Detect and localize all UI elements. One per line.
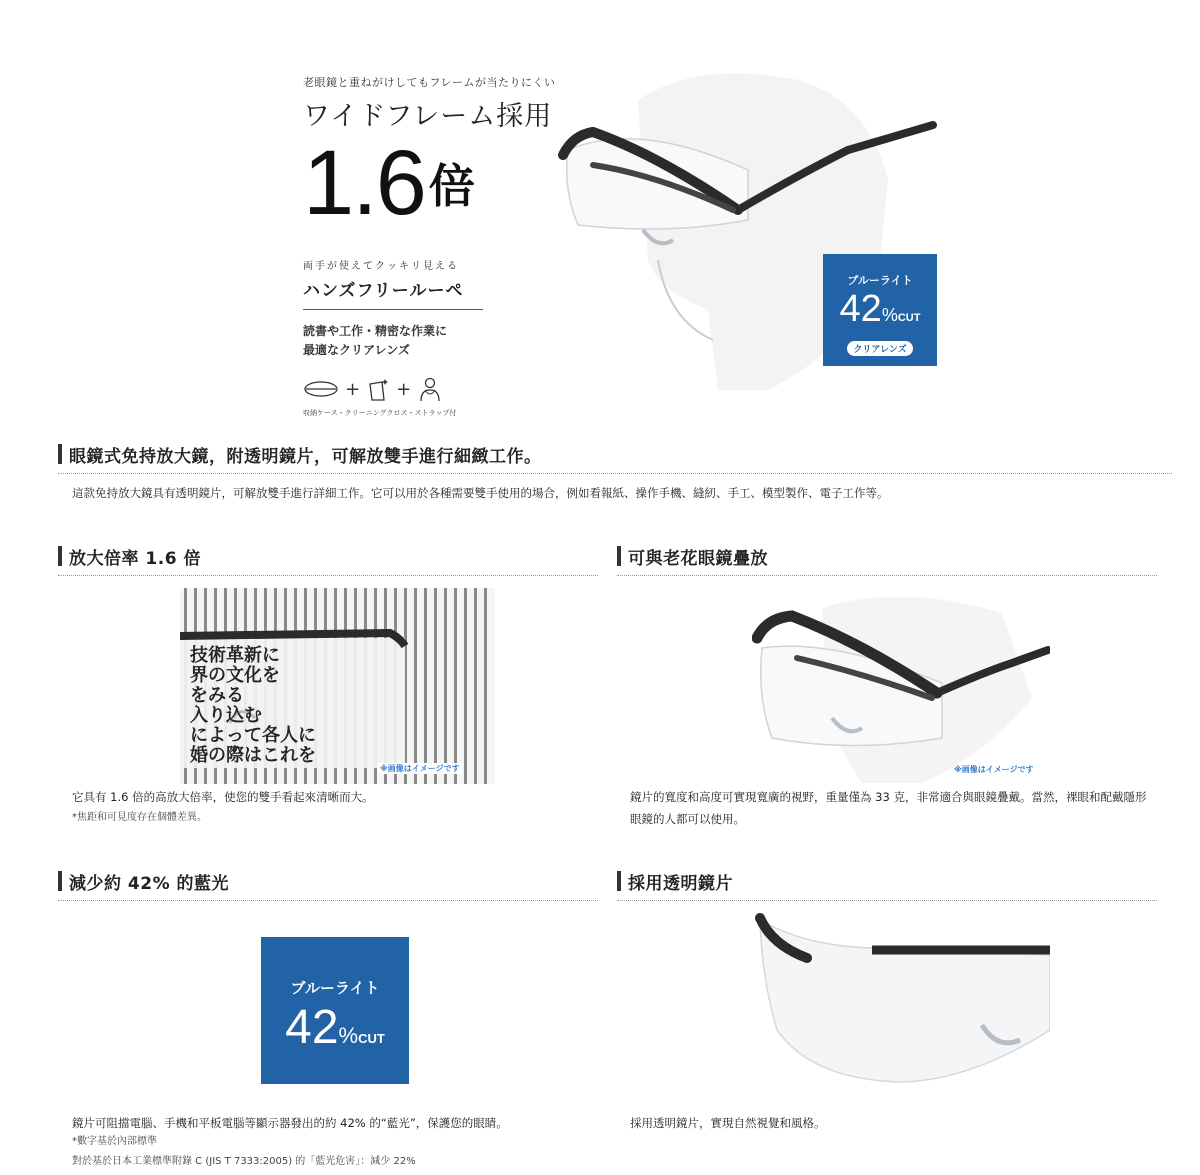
heading-bar <box>58 546 62 566</box>
magnified-line: 界の文化を <box>190 665 280 686</box>
magnified-line: 技術革新に <box>190 645 280 666</box>
badge-cut: CUT <box>358 1031 385 1046</box>
stacked-glasses-drawing <box>752 588 1050 783</box>
accessory-icons <box>303 376 503 402</box>
badge-percent-value: 42 <box>839 288 882 330</box>
heading-bar <box>58 444 62 464</box>
hero-subtitle: 老眼鏡と重ねがけしてもフレームが当たりにくい <box>303 76 556 89</box>
clear-divider <box>617 900 1157 901</box>
magnified-line: 入り込む <box>190 705 262 726</box>
magnification-number: 1.6 <box>303 132 425 234</box>
cloth-icon <box>366 376 390 402</box>
blue-divider <box>58 900 598 901</box>
intro-heading-text: 眼鏡式免持放大鏡，附透明鏡片，可解放雙手進行細緻工作。 <box>69 446 542 467</box>
mag-image-caption: ※画像はイメージです <box>380 764 460 773</box>
blue-light-large-badge <box>261 937 409 1084</box>
stack-divider <box>617 575 1157 576</box>
badge-percent-value: 42 <box>285 1001 339 1054</box>
accessories-text: 収納ケース・クリーニングクロス・ストラップ付 <box>303 409 457 417</box>
hero-tagline: 両手が使えてクッキリ見える <box>303 261 459 272</box>
mag-heading-text: 放大倍率 1.6 倍 <box>69 548 201 569</box>
clear-heading <box>617 870 733 892</box>
badge-percent-sign: % <box>881 305 898 325</box>
clear-body: 採用透明鏡片，實現自然視覺和風格。 <box>630 1116 826 1130</box>
hero-divider <box>303 309 483 310</box>
magnified-line: によって各人に <box>190 725 316 746</box>
magnification-unit: 倍 <box>428 159 475 213</box>
intro-body: 這款免持放大鏡具有透明鏡片，可解放雙手進行詳細工作。它可以用於各種需要雙手使用的場合，例如看報紙、操作手機、縫紉、手工、模型製作、電子工作等。 <box>72 486 889 500</box>
mag-divider <box>58 575 598 576</box>
badge-clear-lens-pill: クリアレンズ <box>847 341 912 356</box>
heading-bar <box>617 546 621 566</box>
badge-percent <box>823 290 937 337</box>
badge-label: ブルーライト <box>290 979 380 997</box>
badge-cut: CUT <box>897 312 921 324</box>
hero-product-name: ハンズフリールーペ <box>303 281 464 301</box>
blue-heading <box>58 870 229 892</box>
plus-sign: + <box>345 378 361 400</box>
magnified-line: 婚の際はこれを <box>190 745 316 766</box>
hero-usage-line2: 最適なクリアレンズ <box>303 343 410 357</box>
clear-lens-drawing <box>752 910 1050 1085</box>
clear-lens-image <box>752 910 1050 1085</box>
mag-body: 它具有 1.6 倍的高放大倍率，使您的雙手看起來清晰而大。 <box>72 790 374 804</box>
hero-text <box>303 74 556 418</box>
case-icon <box>303 379 339 399</box>
intro-heading <box>58 443 542 465</box>
magnified-newspaper-image <box>180 588 495 784</box>
clear-heading-text: 採用透明鏡片 <box>628 873 733 894</box>
blue-note-1: *數字基於內部標準 <box>72 1136 157 1147</box>
stack-body: 鏡片的寬度和高度可實現寬廣的視野，重量僅為 33 克，非常適合與眼鏡疊戴。當然，裸眼和配戴隱形眼鏡的人都可以使用。 <box>630 790 1147 826</box>
heading-bar <box>617 871 621 891</box>
badge-percent-sign: % <box>338 1023 359 1048</box>
stack-image-caption: ※画像はイメージです <box>954 765 1034 774</box>
mag-note: *焦距和可見度存在個體差異。 <box>72 812 207 823</box>
magnified-line: をみる <box>190 685 244 706</box>
stack-heading-text: 可與老花眼鏡疊放 <box>628 548 768 569</box>
blue-heading-text: 減少約 42% 的藍光 <box>69 873 230 894</box>
hero-banner <box>0 0 1200 417</box>
mag-heading <box>58 545 201 567</box>
magnified-text <box>190 646 400 766</box>
plus-sign: + <box>396 378 412 400</box>
intro-divider <box>58 473 1172 474</box>
hero-magnification <box>303 132 503 234</box>
strap-icon <box>417 376 443 402</box>
hero-usage <box>303 322 503 360</box>
blue-note-2: 對於基於日本工業標準附錄 C (JIS T 7333:2005) 的「藍光危害」：減少 22% <box>72 1156 416 1167</box>
heading-bar <box>58 871 62 891</box>
badge-label: ブルーライト <box>847 274 913 287</box>
blue-light-badge <box>823 254 937 366</box>
badge-percent <box>261 1001 409 1063</box>
stacked-glasses-image <box>752 588 1050 783</box>
blue-body: 鏡片可阻擋電腦、手機和平板電腦等顯示器發出的約 42% 的“藍光”，保護您的眼睛。 <box>72 1116 508 1130</box>
hero-usage-line1: 読書や工作・精密な作業に <box>303 324 448 338</box>
stack-heading <box>617 545 768 567</box>
hero-title: ワイドフレーム採用 <box>303 101 553 132</box>
